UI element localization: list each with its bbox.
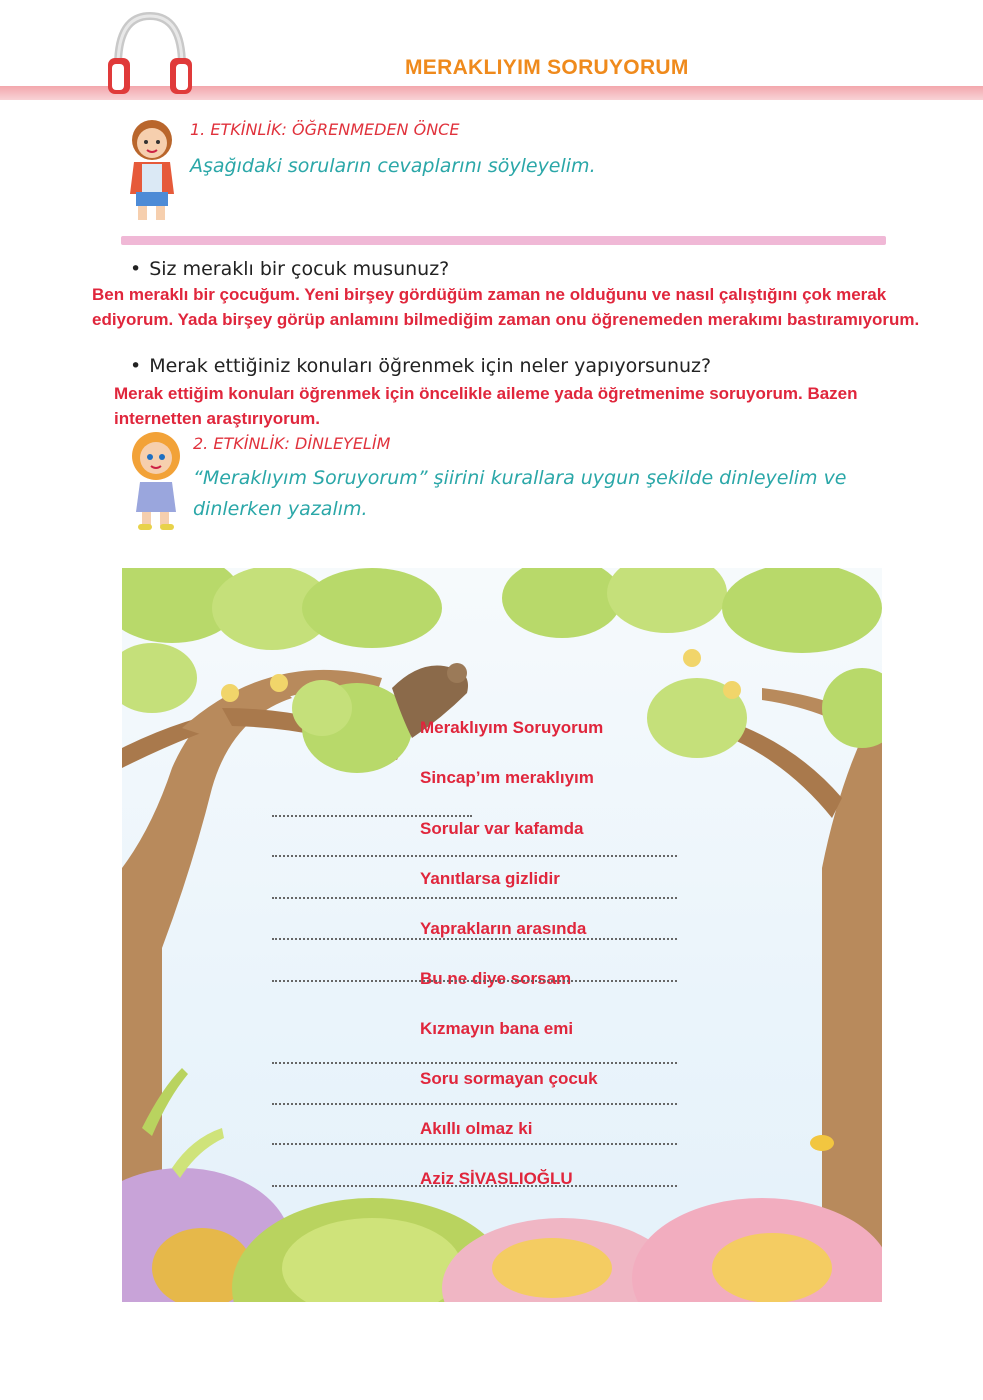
poem-line: Yanıtlarsa gizlidir: [420, 869, 560, 888]
question-2-text: Merak ettiğiniz konuları öğrenmek için neler yapıyorsunuz?: [149, 355, 712, 377]
answer-1: Ben meraklı bir çocuğum. Yeni birşey gördüğüm zaman ne olduğunu ve nasıl çalıştığını çok merak ediyorum. Yada birşey görüp anlamını bilmediğim zaman onu öğrenemeden merakımı bastıramıyorum.: [92, 285, 920, 329]
section-divider: [121, 236, 886, 245]
dotted-line: [272, 855, 677, 857]
poem-line: Meraklıyım Soruyorum: [420, 718, 604, 737]
child-illustration-icon: [118, 112, 184, 224]
dotted-line: [272, 938, 677, 940]
dotted-line: [272, 1143, 677, 1145]
activity-1-title: 1. ETKİNLİK: ÖĞRENMEDEN ÖNCE: [190, 120, 460, 139]
girl-illustration-icon: [122, 426, 190, 532]
poem-line: Sincap’ım meraklıyım: [420, 768, 594, 787]
question-2: • Merak ettiğiniz konuları öğrenmek için neler yapıyorsunuz?: [130, 355, 712, 377]
poem-line: Akıllı olmaz ki: [420, 1119, 533, 1138]
dotted-line: [272, 1062, 677, 1064]
poem-line: Sorular var kafamda: [420, 819, 584, 838]
answer-2: Merak ettiğim konuları öğrenmek için öncelikle aileme yada öğretmenime soruyorum. Bazen internetten araştırıyorum.: [114, 384, 858, 428]
dotted-line: [272, 897, 677, 899]
question-1: • Siz meraklı bir çocuk musunuz?: [130, 258, 450, 280]
page-title: MERAKLIYIM SORUYORUM: [405, 56, 689, 79]
poem-illustration: [122, 568, 882, 1302]
dotted-line: [272, 815, 472, 817]
question-1-text: Siz meraklı bir çocuk musunuz?: [149, 258, 450, 280]
poem-line: Kızmayın bana emi: [420, 1019, 574, 1038]
headphones-icon: [100, 8, 200, 100]
poem-line: Bu ne diye sorsam: [420, 969, 572, 988]
poem-line: Soru sormayan çocuk: [420, 1069, 598, 1088]
poem-line: Yaprakların arasında: [420, 919, 587, 938]
activity-2-title: 2. ETKİNLİK: DİNLEYELİM: [193, 434, 391, 453]
dotted-line: [272, 1185, 677, 1187]
dotted-line: [272, 980, 677, 982]
activity-2-instruction: “Meraklıyım Soruyorum” şiirini kurallara uygun şekilde dinleyelim ve dinlerken yazalım.: [193, 467, 847, 520]
dotted-line: [272, 1103, 677, 1105]
activity-1-instruction: Aşağıdaki soruların cevaplarını söyleyelim.: [190, 155, 596, 177]
poem-author: Aziz SİVASLIOĞLU: [420, 1169, 573, 1188]
